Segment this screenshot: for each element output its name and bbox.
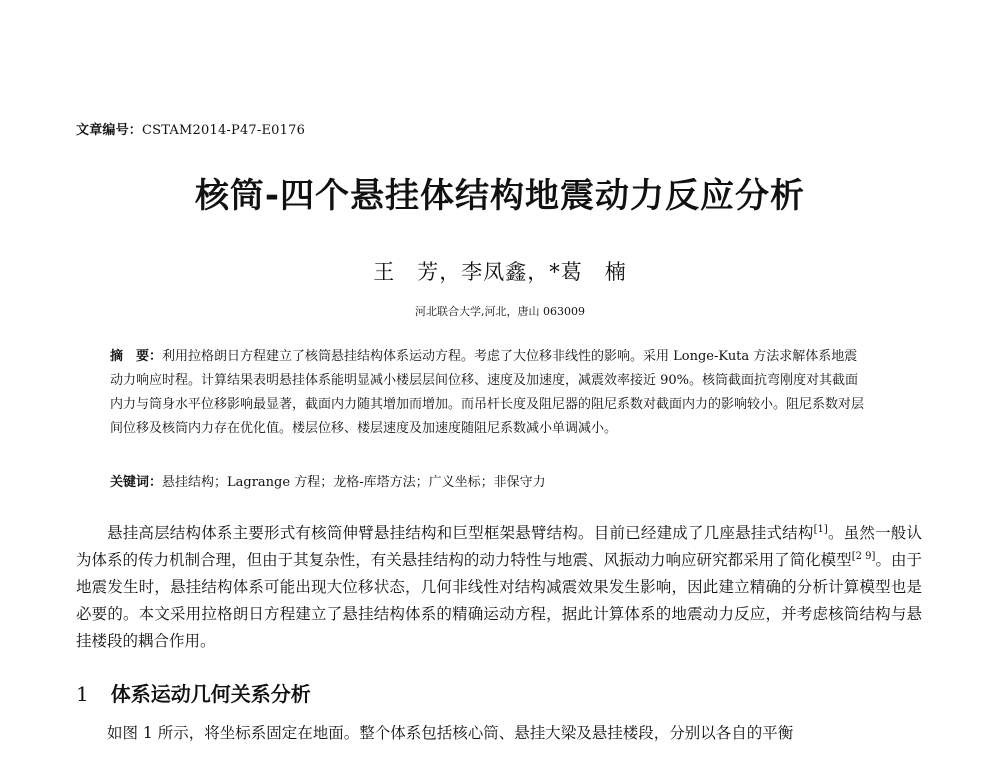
section-paragraph: 如图 1 所示，将坐标系固定在地面。整个体系包括核心筒、悬挂大梁及悬挂楼段，分别以各自的平衡 xyxy=(107,724,794,742)
keywords-label: 关键词： xyxy=(110,475,163,490)
keywords-text: 悬挂结构；Lagrange 方程；龙格-库塔方法；广义坐标；非保守力 xyxy=(162,475,546,490)
citation-ref-1: [1] xyxy=(813,523,828,535)
section-number: 1 xyxy=(76,682,89,706)
citation-ref-2: [2 9] xyxy=(851,550,876,562)
abstract-label: 摘 要： xyxy=(110,349,163,364)
intro-text-2: 。虽然一般认为体系的传力机制合理，但由于其复杂性，有关悬挂结构的动力特性与地震、风振动力响应研究都采用了简化模型 xyxy=(76,524,922,569)
authors: 王 芳，李凤鑫，*葛 楠 xyxy=(373,260,627,284)
article-id xyxy=(76,119,305,138)
section-title: 体系运动几何关系分析 xyxy=(110,682,311,706)
intro-text-3: 。由于地震发生时，悬挂结构体系可能出现大位移状态，几何非线性对结构减震效果发生影响，因此建立精确的分析计算模型也是必要的。本文采用拉格朗日方程建立了悬挂结构体系的精确运动方程，据此计算体系的地震动力反应，并考虑核筒结构与悬挂楼段的耦合作用。 xyxy=(76,551,922,650)
section-heading xyxy=(76,678,311,707)
abstract-text: 利用拉格朗日方程建立了核筒悬挂结构体系运动方程。考虑了大位移非线性的影响。采用 Longe-Kuta 方法求解体系地震动力响应时程。计算结果表明悬挂体系能明显减小楼层层间位移、速度及加速度，减震效率接近 90%。核筒截面抗弯刚度对其截面内力与筒身水平位移影响最显著，截面内力随其增加而增加。而吊杆长度及阻尼器的阻尼系数对截面内力的影响较小。阻尼系数对层间位移及核筒内力存在优化值。楼层位移、楼层速度及加速度随阻尼系数减小单调减小。 xyxy=(110,349,865,436)
keywords xyxy=(110,471,870,495)
article-id-label: 文章编号： xyxy=(76,123,143,138)
abstract xyxy=(110,345,870,441)
intro-paragraph xyxy=(76,520,922,655)
affiliation: 河北联合大学,河北，唐山 063009 xyxy=(415,305,585,318)
article-id-value: CSTAM2014-P47-E0176 xyxy=(142,123,306,138)
intro-text-1: 悬挂高层结构体系主要形式有核筒伸臂悬挂结构和巨型框架悬臂结构。目前已经建成了几座悬挂式结构 xyxy=(107,524,814,542)
paper-title: 核筒-四个悬挂体结构地震动力反应分析 xyxy=(194,176,806,216)
